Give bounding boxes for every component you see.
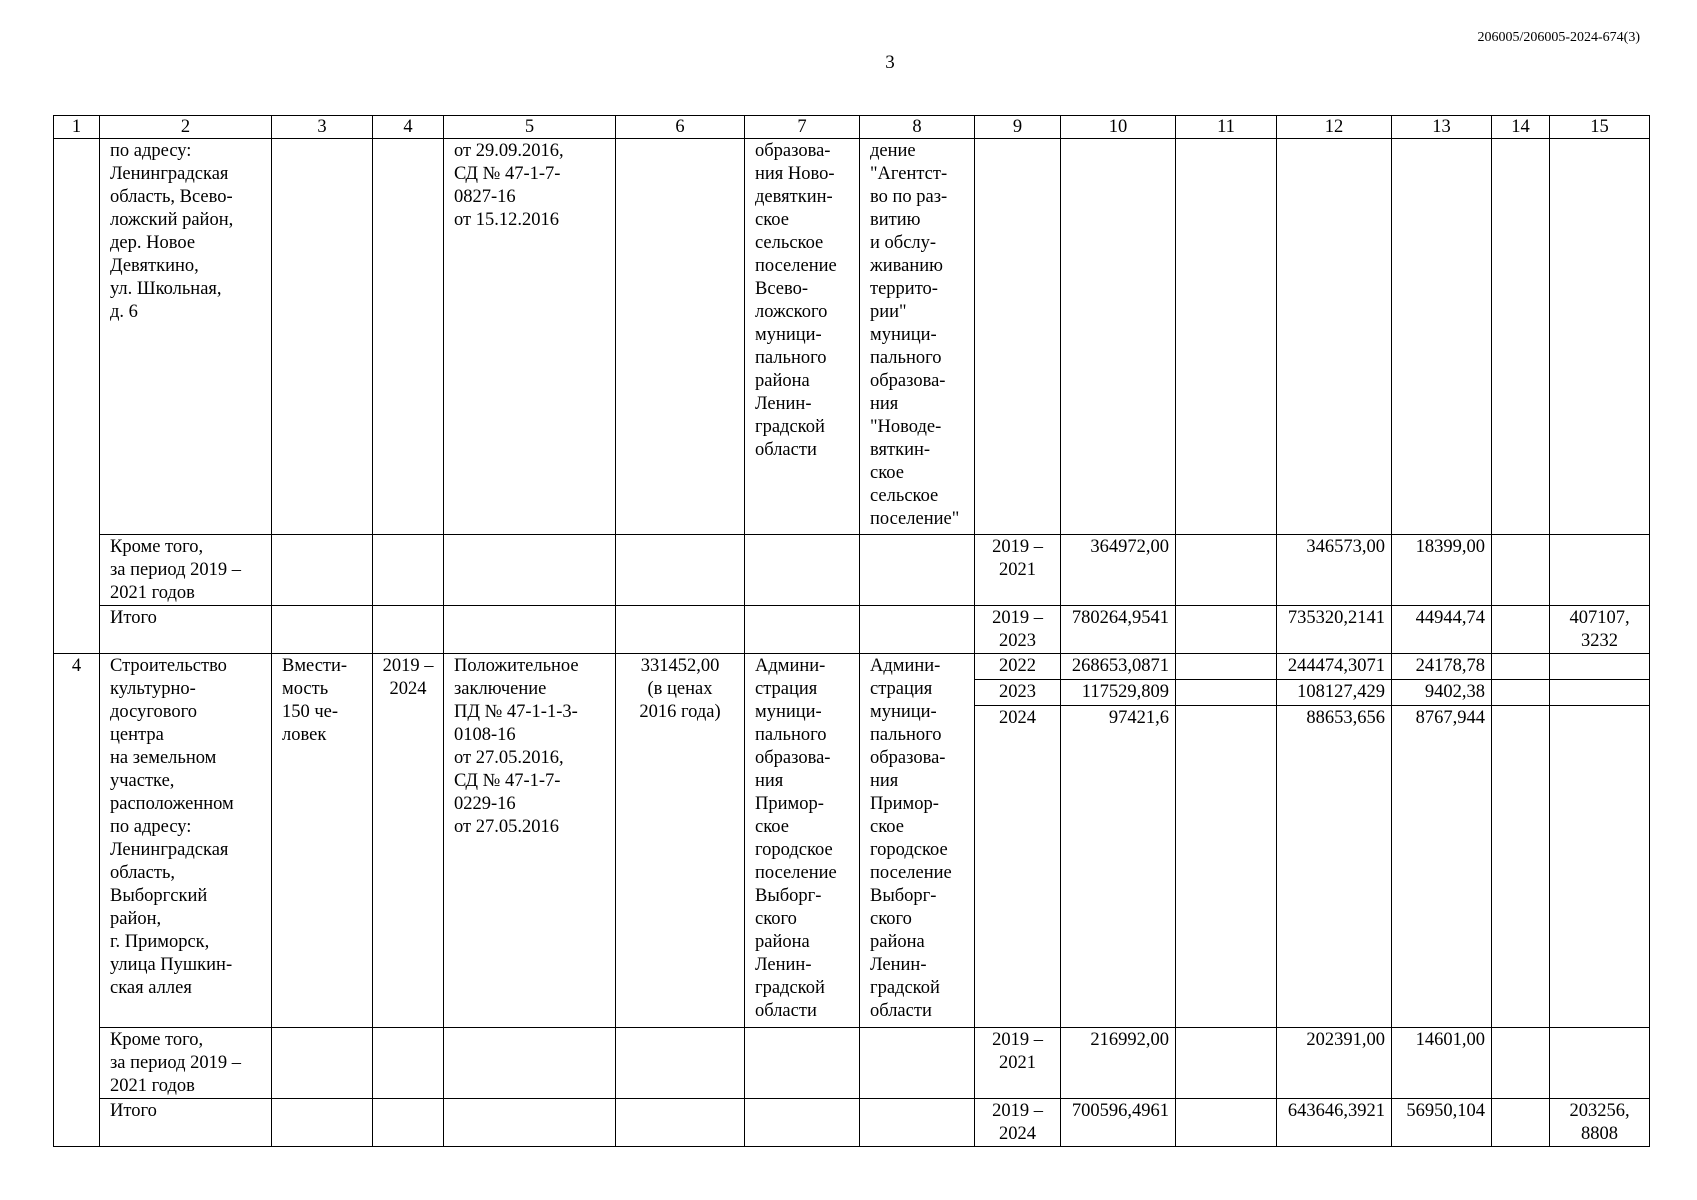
col-header: 7 (745, 116, 860, 139)
expert-conclusion: от 29.09.2016, СД № 47-1-7- 0827-16 от 15.12.2016 (444, 139, 616, 535)
page-number: 3 (885, 52, 895, 73)
col-header: 9 (975, 116, 1061, 139)
table-row (54, 139, 1650, 535)
col12-value: 735320,2141 (1277, 606, 1392, 654)
col13-value: 14601,00 (1392, 1028, 1492, 1099)
col13-value: 9402,38 (1392, 680, 1492, 706)
col12-value: 346573,00 (1277, 535, 1392, 606)
total-cost: 97421,6 (1061, 706, 1176, 1028)
capacity: Вмести- мость 150 че- ловек (272, 654, 373, 1028)
document-number: 206005/206005-2024-674(3) (1477, 30, 1640, 45)
table-row (54, 1028, 1650, 1099)
besides-label: Кроме того, за период 2019 – 2021 годов (100, 1028, 272, 1099)
col12-value: 643646,3921 (1277, 1099, 1392, 1147)
total-cost: 700596,4961 (1061, 1099, 1176, 1147)
col12-value: 244474,3071 (1277, 654, 1392, 680)
col13-value: 56950,104 (1392, 1099, 1492, 1147)
total-cost: 268653,0871 (1061, 654, 1176, 680)
besides-label: Кроме того, за период 2019 – 2021 годов (100, 535, 272, 606)
period: 2019 – 2021 (975, 1028, 1061, 1099)
total-cost: 364972,00 (1061, 535, 1176, 606)
period: 2019 – 2023 (975, 606, 1061, 654)
term: 2019 – 2024 (373, 654, 444, 1028)
col13-value: 18399,00 (1392, 535, 1492, 606)
year: 2022 (975, 654, 1061, 680)
col-header: 1 (54, 116, 100, 139)
object-name: Строительство культурно- досугового центра на земельном участке, расположенном по адресу: Ленинградская область, Выборгский район, г. Приморск, улица Пушкин- ская аллея (100, 654, 272, 1028)
itogo-label: Итого (100, 1099, 272, 1147)
expert-conclusion: Положительное заключение ПД № 47-1-1-3- 0108-16 от 27.05.2016, СД № 47-1-7- 0229-16 от 27.05.2016 (444, 654, 616, 1028)
col15-value: 203256, 8808 (1550, 1099, 1650, 1147)
customer: Админи- страция муници- пального образова- ния Примор- ское городское поселение Выборг- ского района Ленин- градской области (745, 654, 860, 1028)
year: 2024 (975, 706, 1061, 1028)
col12-value: 88653,656 (1277, 706, 1392, 1028)
col-header: 14 (1492, 116, 1550, 139)
col-header: 13 (1392, 116, 1492, 139)
table-row (54, 606, 1650, 654)
developer: Админи- страция муници- пального образова- ния Примор- ское городское поселение Выборг- ского района Ленин- градской области (860, 654, 975, 1028)
col-header: 4 (373, 116, 444, 139)
col13-value: 24178,78 (1392, 654, 1492, 680)
object-address: по адресу: Ленинградская область, Всево- ложский район, дер. Новое Девяткино, ул. Школьная, д. 6 (100, 139, 272, 535)
col-header: 6 (616, 116, 745, 139)
itogo-label: Итого (100, 606, 272, 654)
col12-value: 108127,429 (1277, 680, 1392, 706)
col-header: 5 (444, 116, 616, 139)
row-number-cell: 4 (54, 654, 100, 1147)
col13-value: 8767,944 (1392, 706, 1492, 1028)
col-header: 8 (860, 116, 975, 139)
table-row (54, 1099, 1650, 1147)
col-header: 3 (272, 116, 373, 139)
col13-value: 44944,74 (1392, 606, 1492, 654)
col-header: 15 (1550, 116, 1650, 139)
developer: дение "Агентст- во по раз- витию и обслу- живанию террито- рии" муници- пального образова- ния "Новоде- вяткин- ское сельское поселение" (860, 139, 975, 535)
estimated-cost: 331452,00 (в ценах 2016 года) (616, 654, 745, 1028)
col12-value: 202391,00 (1277, 1028, 1392, 1099)
col-header: 12 (1277, 116, 1392, 139)
customer: образова- ния Ново- девяткин- ское сельское поселение Всево- ложского муници- пального района Ленин- градской области (745, 139, 860, 535)
year: 2023 (975, 680, 1061, 706)
table-row (54, 654, 1650, 680)
col-header: 11 (1176, 116, 1277, 139)
table-row (54, 535, 1650, 606)
investment-table (53, 115, 1650, 1147)
total-cost: 216992,00 (1061, 1028, 1176, 1099)
period: 2019 – 2024 (975, 1099, 1061, 1147)
col-header: 2 (100, 116, 272, 139)
row-number-cell (54, 139, 100, 654)
col-header: 10 (1061, 116, 1176, 139)
column-number-row (54, 116, 1650, 139)
total-cost: 117529,809 (1061, 680, 1176, 706)
total-cost: 780264,9541 (1061, 606, 1176, 654)
col15-value: 407107, 3232 (1550, 606, 1650, 654)
period: 2019 – 2021 (975, 535, 1061, 606)
